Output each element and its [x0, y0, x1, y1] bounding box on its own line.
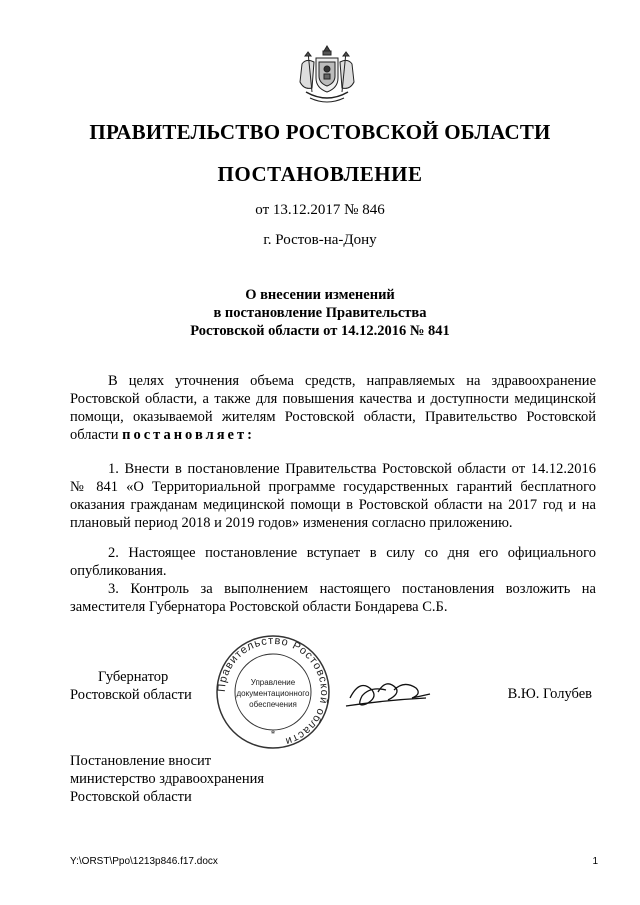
subject-line: в постановление Правительства: [213, 305, 427, 321]
document-date-number: от 13.12.2017 № 846: [255, 202, 385, 218]
coat-of-arms-icon: [294, 42, 360, 108]
preamble-text: В целях уточнения объема средств, направляемых на здравоохранение Ростовской области, а также для повышения качества и доступности медицинской помощи, оказываемой жителям Ростовской области, Правительство Ростовской области: [70, 373, 596, 443]
organization-title: ПРАВИТЕЛЬСТВО РОСТОВСКОЙ ОБЛАСТИ: [89, 120, 551, 144]
svg-text:Правительство Ростовской облас: Правительство Ростовской области: [215, 634, 331, 748]
official-seal: [214, 633, 332, 751]
decree-item-3: 3. Контроль за выполнением настоящего постановления возложить на заместителя Губернатора Ростовской области Бондарева С.Б.: [70, 581, 596, 615]
signatory-name: В.Ю. Голубев: [507, 686, 592, 702]
svg-text:документационного: документационного: [236, 689, 310, 698]
signatory-title: [70, 668, 220, 704]
document-subject: [0, 286, 640, 340]
subject-line: Ростовской области от 14.12.2016 № 841: [190, 323, 450, 339]
handwritten-signature: [342, 668, 462, 716]
signatory-title-line: Ростовской области: [70, 687, 192, 703]
file-path-footer: Y:\ORST\Ppo\1213p846.f17.docx: [70, 856, 218, 867]
decree-item-2: 2. Настоящее постановление вступает в силу со дня его официального опубликования.: [70, 545, 596, 579]
signatory-title-line: Губернатор: [98, 669, 169, 685]
introduced-by-line: Ростовской области: [70, 789, 192, 805]
preamble-paragraph: [70, 372, 596, 444]
document-city: г. Ростов-на-Дону: [263, 232, 377, 248]
document-type-title: ПОСТАНОВЛЕНИЕ: [217, 162, 423, 186]
introduced-by-line: министерство здравоохранения: [70, 771, 265, 787]
introduced-by-line: Постановление вносит: [70, 753, 212, 769]
page-number: 1: [592, 856, 598, 867]
introduced-by-block: [70, 752, 264, 806]
svg-text:*: *: [270, 729, 276, 739]
decree-word: постановляет:: [122, 427, 255, 443]
decree-item-1: 1. Внести в постановление Правительства Ростовской области от 14.12.2016 № 841 «О Территориальной программе государственных гарантий бесплатного оказания гражданам медицинской помощи в Ростовской области на 2017 год и на плановый период 2018 и 2019 годов» изменения согласно приложению.: [70, 461, 596, 531]
subject-line: О внесении изменений: [245, 287, 395, 303]
svg-text:обеспечения: обеспечения: [249, 700, 297, 709]
svg-text:Управление: Управление: [250, 678, 296, 687]
